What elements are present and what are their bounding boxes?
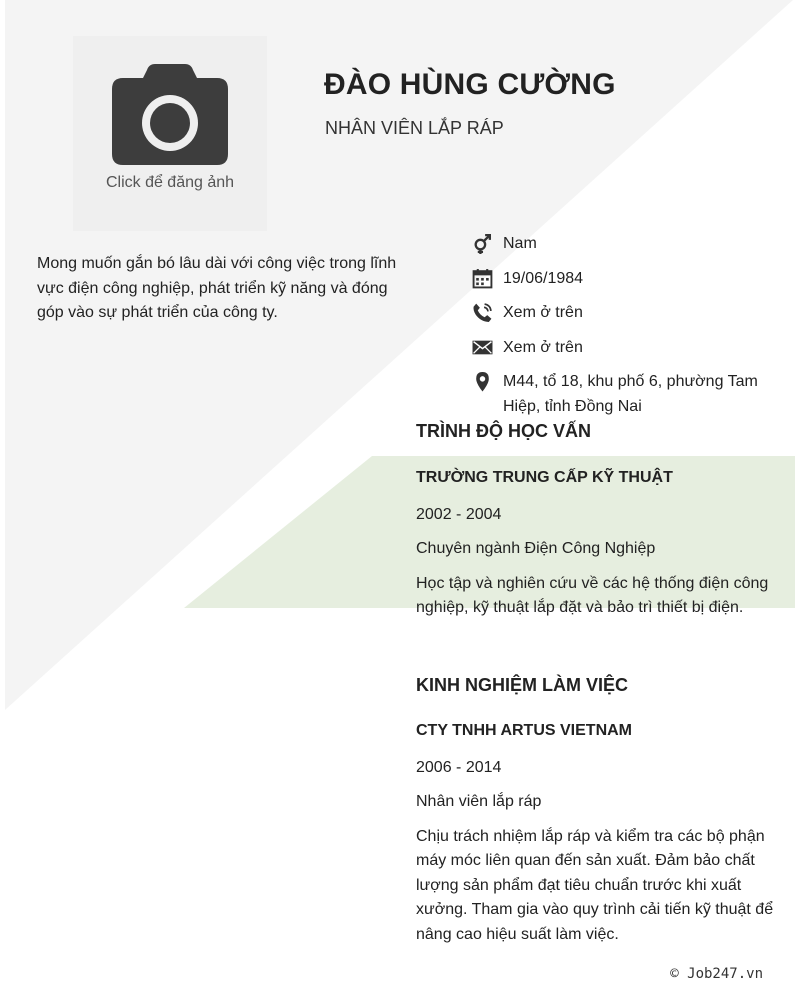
experience-period: 2006 - 2014 bbox=[416, 758, 502, 776]
location-pin-icon bbox=[472, 371, 493, 392]
photo-caption: Click để đăng ảnh bbox=[105, 174, 235, 191]
envelope-icon bbox=[472, 337, 493, 358]
personal-info bbox=[472, 232, 772, 429]
education-description: Học tập và nghiên cứu về các hệ thống điện công nghiệp, kỹ thuật lắp đặt và bảo trì thiết bị điện. bbox=[416, 574, 769, 616]
experience-role: Nhân viên lắp ráp bbox=[416, 793, 542, 810]
info-gender bbox=[472, 232, 772, 257]
calendar-icon bbox=[472, 268, 493, 289]
email-value: Xem ở trên bbox=[503, 338, 583, 356]
gender-value: Nam bbox=[503, 235, 537, 252]
candidate-name: ĐÀO HÙNG CƯỜNG bbox=[324, 68, 616, 101]
phone-icon bbox=[472, 302, 493, 323]
address-value: M44, tổ 18, khu phố 6, phường Tam Hiệp, tỉnh Đồng Nai bbox=[503, 373, 758, 415]
info-email bbox=[472, 336, 772, 361]
birthday-value: 19/06/1984 bbox=[503, 269, 584, 287]
company-name: CTY TNHH ARTUS VIETNAM bbox=[416, 722, 632, 739]
phone-value: Xem ở trên bbox=[503, 304, 583, 321]
info-birthday bbox=[472, 267, 772, 292]
photo-upload[interactable] bbox=[73, 36, 267, 231]
experience-title: KINH NGHIỆM LÀM VIỆC bbox=[416, 675, 629, 695]
candidate-position: NHÂN VIÊN LẮP RÁP bbox=[325, 118, 504, 138]
education-entry bbox=[416, 466, 776, 621]
experience-entry bbox=[416, 719, 776, 947]
school-name: TRƯỜNG TRUNG CẤP KỸ THUẬT bbox=[416, 469, 673, 486]
education-period: 2002 - 2004 bbox=[416, 505, 502, 523]
info-address bbox=[472, 370, 772, 419]
info-phone bbox=[472, 301, 772, 326]
camera-icon bbox=[111, 64, 229, 166]
copyright-footer: © Job247.vn bbox=[670, 966, 763, 982]
career-objective: Mong muốn gắn bó lâu dài với công việc trong lĩnh vực điện công nghiệp, phát triển kỹ năng và đóng góp vào sự phát triển của công ty. bbox=[37, 255, 397, 321]
experience-description: Chịu trách nhiệm lắp ráp và kiểm tra các bộ phận máy móc liên quan đến sản xuất. Đảm bảo chất lượng sản phẩm đạt tiêu chuẩn trước khi xuất xưởng. Tham gia vào quy trình cải tiến kỹ thuật để nâng cao hiệu suất làm việc. bbox=[416, 827, 774, 943]
gender-icon bbox=[472, 233, 493, 254]
education-major: Chuyên ngành Điện Công Nghiệp bbox=[416, 540, 656, 557]
education-title: TRÌNH ĐỘ HỌC VẤN bbox=[416, 421, 591, 441]
